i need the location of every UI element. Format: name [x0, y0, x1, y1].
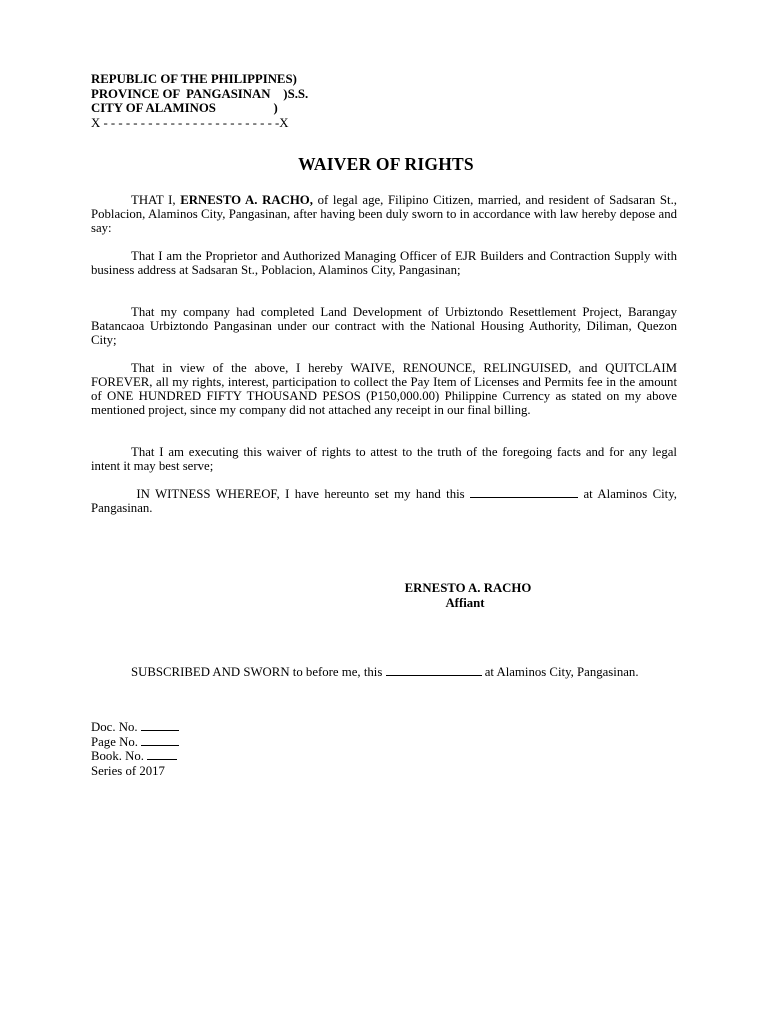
venue-city: CITY OF ALAMINOS )	[91, 101, 278, 115]
waiver-text: That in view of the above, I hereby WAIVE, RENOUNCE, RELINGUISED, and QUITCLAIM FOREVER, all my rights, interest, participation to collect the Pay Item of Licenses and Permits fee in the amount of ONE HUNDRED FIFTY THOUSAND PESOS (P150,000.00) Philippine Currency as stated on my above mentioned project, since my company did not attached any receipt in our final billing.	[91, 361, 677, 417]
venue-province: PROVINCE OF PANGASINAN )S.S.	[91, 86, 309, 101]
witness-place-text: at Alaminos City, Pangasinan.	[91, 487, 677, 515]
affiant-name-inline: ERNESTO A. RACHO,	[180, 193, 313, 207]
page-no-blank	[141, 735, 179, 746]
document-title: WAIVER OF RIGHTS	[298, 154, 474, 174]
project-text: That my company had completed Land Development of Urbiztondo Resettlement Project, Barangay Batancaoa Urbiztondo Pangasinan under our contract with the National Housing Authority, Diliman, Quezon City;	[91, 305, 677, 347]
jurat-date-blank	[386, 665, 482, 676]
witness-date-blank	[470, 487, 578, 498]
venue-divider: X - - - - - - - - - - - - - - - - - - - - - - - -X	[91, 115, 289, 130]
signature-block	[380, 581, 556, 610]
paragraph-project	[91, 305, 677, 347]
venue-header	[91, 72, 308, 130]
paragraph-purpose	[91, 445, 677, 473]
series-line: Series of 2017	[91, 763, 165, 778]
paragraph-affiant-intro	[91, 193, 677, 235]
witness-text: IN WITNESS WHEREOF, I have hereunto set my hand this	[131, 487, 465, 501]
venue-country: REPUBLIC OF THE PHILIPPINES)	[91, 72, 297, 86]
page-no-label: Page No.	[91, 734, 138, 749]
paragraph-waiver	[91, 361, 677, 417]
page-no-line	[91, 735, 179, 750]
notarial-register	[91, 720, 179, 778]
intro-text-end: of legal age, Filipino Citizen, married, and resident of Sadsaran St., Poblacion, Alaminos City, Pangasinan, after having been duly sworn to in accordance with law hereby depose and say:	[91, 193, 677, 235]
book-no-blank	[147, 749, 177, 760]
paragraph-proprietor	[91, 249, 677, 277]
affiant-name: ERNESTO A. RACHO	[404, 581, 532, 595]
purpose-text: That I am executing this waiver of rights to attest to the truth of the foregoing facts and for any legal intent it may best serve;	[91, 445, 677, 473]
book-no-line	[91, 749, 179, 764]
proprietor-text: That I am the Proprietor and Authorized Managing Officer of EJR Builders and Contraction Supply with business address at Sadsaran St., Poblacion, Alaminos City, Pangasinan;	[91, 249, 677, 277]
book-no-label: Book. No.	[91, 749, 144, 763]
jurat-text: SUBSCRIBED AND SWORN to before me, this	[131, 665, 383, 679]
affiant-role: Affiant	[445, 596, 485, 610]
doc-no-blank	[141, 720, 179, 731]
doc-no-label: Doc. No.	[91, 720, 138, 734]
doc-no-line	[91, 720, 179, 735]
jurat-place-text: at Alaminos City, Pangasinan.	[481, 665, 639, 679]
intro-text-start: THAT I,	[131, 193, 181, 207]
paragraph-witness	[91, 487, 677, 515]
paragraph-jurat	[91, 665, 677, 679]
